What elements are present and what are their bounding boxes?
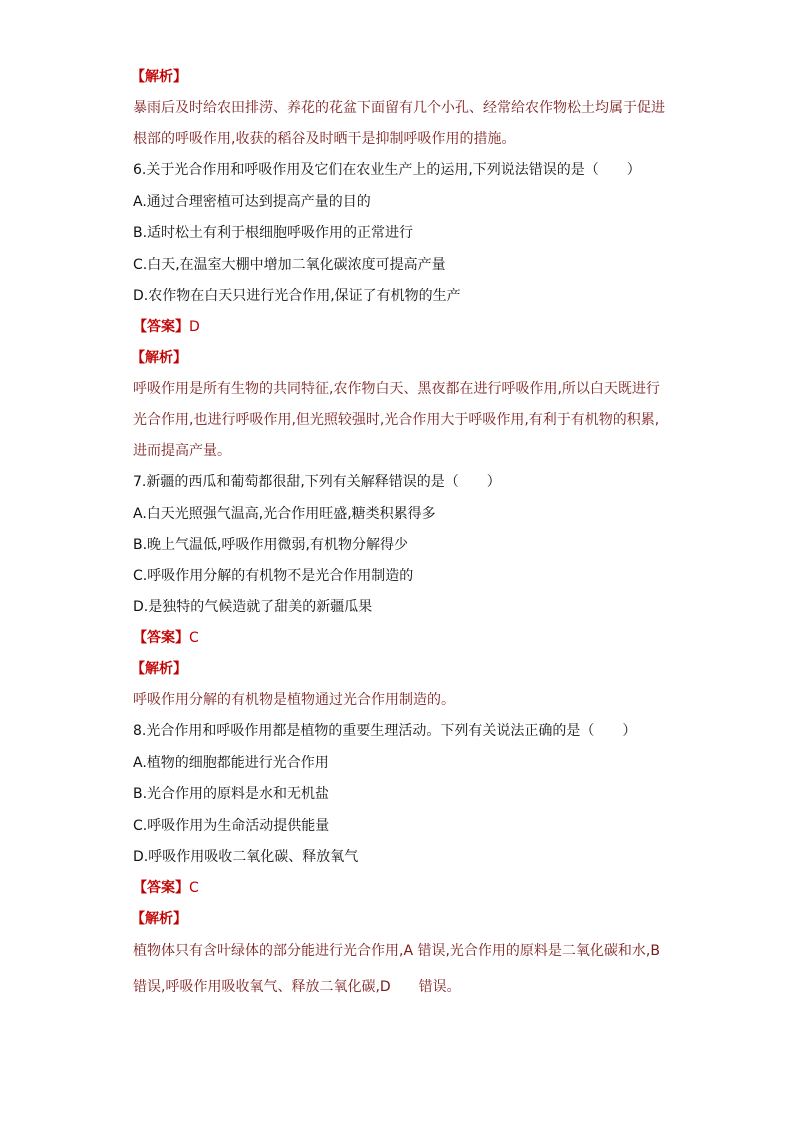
question-8-option-b: B.光合作用的原料是水和无机盐 [133, 786, 330, 802]
answer-value: C [189, 630, 199, 646]
analysis-text: 根部的呼吸作用,收获的稻谷及时晒干是抑制呼吸作用的措施。 [133, 131, 516, 147]
analysis-text: 植物体只有含叶绿体的部分能进行光合作用,A 错误,光合作用的原料是二氧化碳和水,B [133, 943, 660, 959]
question-8-answer [133, 879, 199, 897]
analysis-text: 暴雨后及时给农田排涝、养花的花盆下面留有几个小孔、经常给农作物松土均属于促进 [133, 100, 665, 116]
question-7-option-c: C.呼吸作用分解的有机物不是光合作用制造的 [133, 568, 414, 584]
question-6-option-a: A.通过合理密植可达到提高产量的目的 [133, 194, 371, 210]
question-6-answer [133, 318, 200, 336]
question-7-stem: 7.新疆的西瓜和葡萄都很甜,下列有关解释错误的是（ ） [133, 474, 501, 490]
analysis-text: 错误,呼吸作用吸收氧气、释放二氧化碳,D 错误。 [133, 979, 461, 995]
answer-label: 【答案】 [133, 880, 189, 896]
analysis-heading: 【解析】 [131, 911, 187, 927]
answer-label: 【答案】 [133, 319, 189, 335]
question-7-option-b: B.晚上气温低,呼吸作用微弱,有机物分解得少 [133, 537, 408, 553]
analysis-text: 呼吸作用是所有生物的共同特征,农作物白天、黑夜都在进行呼吸作用,所以白天既进行 [133, 381, 660, 397]
question-7-option-a: A.白天光照强气温高,光合作用旺盛,糖类积累得多 [133, 506, 436, 522]
analysis-heading: 【解析】 [131, 350, 187, 366]
answer-value: D [189, 319, 200, 335]
question-8-option-a: A.植物的细胞都能进行光合作用 [133, 755, 329, 771]
answer-label: 【答案】 [133, 630, 189, 646]
analysis-text: 光合作用,也进行呼吸作用,但光照较强时,光合作用大于呼吸作用,有利于有机物的积累, [133, 412, 660, 428]
question-6-option-c: C.白天,在温室大棚中增加二氧化碳浓度可提高产量 [133, 257, 446, 273]
question-8-stem: 8.光合作用和呼吸作用都是植物的重要生理活动。下列有关说法正确的是（ ） [133, 723, 637, 739]
question-7-answer [133, 629, 199, 647]
answer-value: C [189, 880, 199, 896]
analysis-text: 呼吸作用分解的有机物是植物通过光合作用制造的。 [133, 692, 455, 708]
question-8-option-d: D.呼吸作用吸收二氧化碳、释放氧气 [133, 849, 359, 865]
question-7-option-d: D.是独特的气候造就了甜美的新疆瓜果 [133, 599, 373, 615]
question-6-stem: 6.关于光合作用和呼吸作用及它们在农业生产上的运用,下列说法错误的是（ ） [133, 162, 641, 178]
question-6-option-d: D.农作物在白天只进行光合作用,保证了有机物的生产 [133, 288, 461, 304]
question-8-option-c: C.呼吸作用为生命活动提供能量 [133, 818, 330, 834]
analysis-heading: 【解析】 [131, 69, 187, 85]
question-6-option-b: B.适时松土有利于根细胞呼吸作用的正常进行 [133, 225, 414, 241]
analysis-heading: 【解析】 [131, 661, 187, 677]
analysis-text: 进而提高产量。 [133, 443, 231, 459]
